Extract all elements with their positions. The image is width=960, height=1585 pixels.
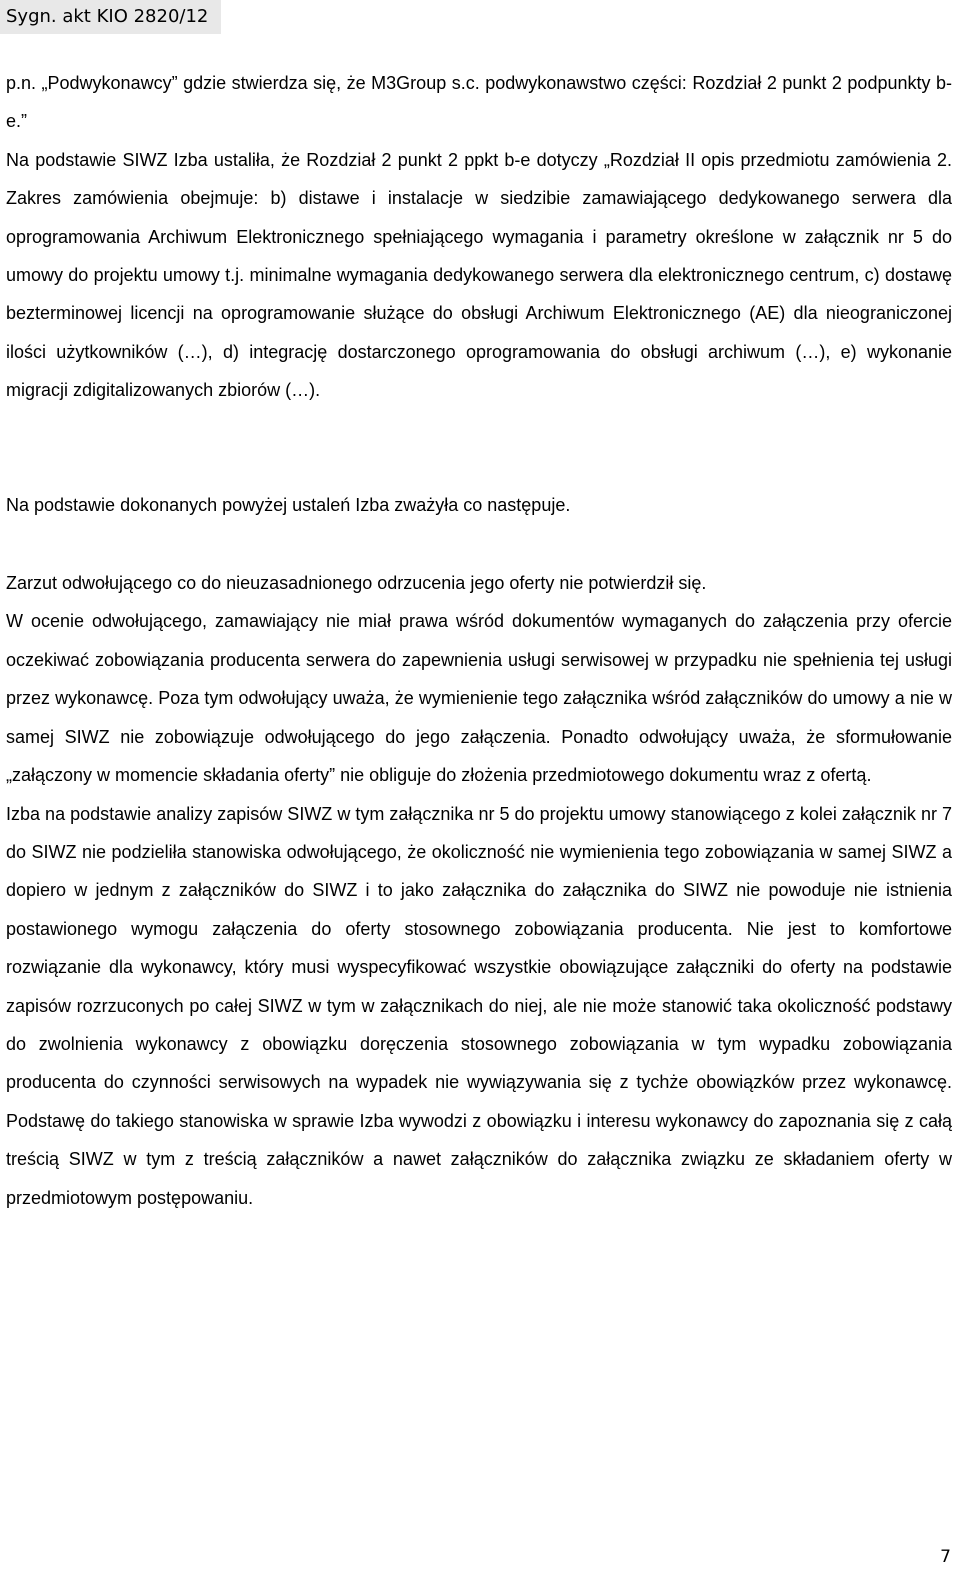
case-signature: Sygn. akt KIO 2820/12 <box>6 6 209 27</box>
paragraph-chamber-analysis: Izba na podstawie analizy zapisów SIWZ w tym załącznika nr 5 do projektu umowy stanowiącego z kolei załącznik nr 7 do SIWZ nie podzieliła stanowiska odwołującego, że okoliczność nie wymienienia tego zobowiązania w samej SIWZ a dopiero w jednym z załączników do SIWZ i to jako załącznika do załącznika do SIWZ nie powoduje nie istnienia postawionego wymogu załączenia do oferty stosownego zobowiązania producenta. Nie jest to komfortowe rozwiązanie dla wykonawcy, który musi wyspecyfikować wszystkie obowiązujące załączniki do oferty na podstawie zapisów rozrzuconych po całej SIWZ w tym w załącznikach do niej, ale nie może stanowić taka okoliczność podstawy do zwolnienia wykonawcy z obowiązku doręczenia stosownego zobowiązania w tym wypadku zobowiązania producenta do czynności serwisowych na wypadek nie wywiązywania się z tychże obowiązków przez wykonawcę. Podstawę do takiego stanowiska w sprawie Izba wywodzi z obowiązku i interesu wykonawcy do zapoznania się z całą treścią SIWZ w tym z treścią załączników a nawet załączników do załącznika związku ze składaniem oferty w przedmiotowym postępowaniu. <box>6 803 952 1208</box>
document-header <box>0 0 221 34</box>
paragraph-charge-not-confirmed: Zarzut odwołującego co do nieuzasadnionego odrzucenia jego oferty nie potwierdził się. <box>6 573 707 594</box>
page-number: 7 <box>940 1547 951 1567</box>
paragraph-considerations-intro: Na podstawie dokonanych powyżej ustaleń Izba zważyła co następuje. <box>6 494 571 515</box>
document-body <box>6 64 952 1217</box>
paragraph-appellant-position: W ocenie odwołującego, zamawiający nie miał prawa wśród dokumentów wymaganych do załączenia przy ofercie oczekiwać zobowiązania producenta serwera do zapewnienia usługi serwisowej w przypadku nie spełnienia tej usługi przez wykonawcę. Poza tym odwołujący uważa, że wymienienie tego załącznika wśród załączników do umowy a nie w samej SIWZ nie zobowiązuje odwołującego do jego załączenia. Ponadto odwołujący uważa, że sformułowanie „załączony w momencie składania oferty” nie obliguje do złożenia przedmiotowego dokumentu wraz z ofertą. <box>6 611 952 786</box>
paragraph-subcontractors: p.n. „Podwykonawcy” gdzie stwierdza się, że M3Group s.c. podwykonawstwo części: Rozdział 2 punkt 2 podpunkty b-e.” <box>6 73 952 132</box>
paragraph-siwz-findings: Na podstawie SIWZ Izba ustaliła, że Rozdział 2 punkt 2 ppkt b-e dotyczy „Rozdział II opis przedmiotu zamówienia 2. Zakres zamówienia obejmuje: b) distawe i instalacje w siedzibie zamawiającego dedykowanego serwera dla oprogramowania Archiwum Elektronicznego spełniającego wymagania i parametry określone w załącznik nr 5 do umowy do projektu umowy t.j. minimalne wymagania dedykowanego serwera dla elektronicznego centrum, c) dostawę bezterminowej licencji na oprogramowanie służące do obsługi Archiwum Elektronicznego (AE) dla nieograniczonej ilości użytkowników (…), d) integrację dostarczonego oprogramowania do obsługi archiwum (…), e) wykonanie migracji zdigitalizowanych zbiorów (…). <box>6 149 952 401</box>
